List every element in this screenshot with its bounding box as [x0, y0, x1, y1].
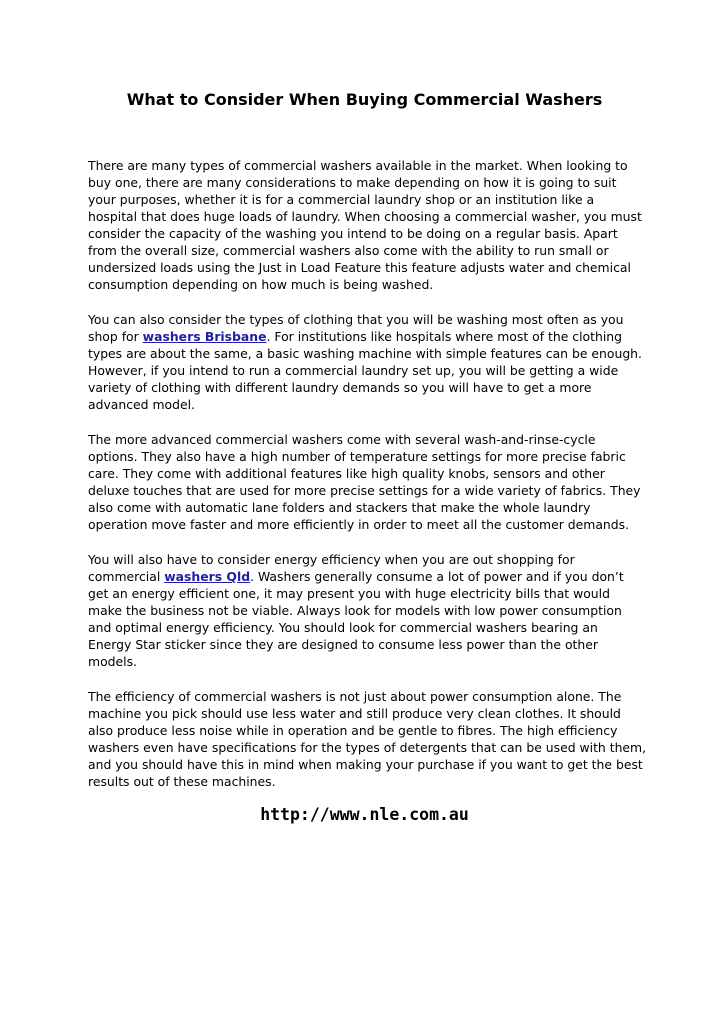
text-line: buy one, there are many considerations to make depending on how it is going to suit — [88, 175, 617, 190]
text-line: machine you pick should use less water and still produce very clean clothes. It should — [88, 706, 621, 721]
text-line: deluxe touches that are used for more precise settings for a wide variety of fabrics. They — [88, 483, 641, 498]
text-line: There are many types of commercial washers available in the market. When looking to — [88, 158, 628, 173]
text-line: washers even have specifications for the types of detergents that can be used with them, — [88, 740, 647, 755]
text-line: variety of clothing with different laundry demands so you will have to get a more — [88, 380, 592, 395]
text-line: care. They come with additional features like high quality knobs, sensors and other — [88, 466, 605, 481]
text-line: The more advanced commercial washers come with several wash-and-rinse-cycle — [88, 432, 596, 447]
text-line: options. They also have a high number of temperature settings for more precise fabric — [88, 449, 626, 464]
text-fragment: . For institutions like hospitals where most of the clothing — [266, 329, 623, 344]
washers-brisbane-link[interactable]: washers Brisbane — [142, 329, 267, 344]
paragraph-2 — [88, 311, 648, 413]
text-line: your purposes, whether it is for a commercial laundry shop or an institution like a — [88, 192, 595, 207]
text-line: also come with automatic lane folders and stackers that make the whole laundry — [88, 500, 591, 515]
text-line: consider the capacity of the washing you intend to be doing on a regular basis. Apart — [88, 226, 618, 241]
text-line: consumption depending on how much is being washed. — [88, 277, 434, 292]
washers-qld-link[interactable]: washers Qld — [164, 569, 251, 584]
text-line: You can also consider the types of clothing that you will be washing most often as you — [88, 312, 624, 327]
text-line: However, if you intend to run a commercial laundry set up, you will be getting a wide — [88, 363, 619, 378]
text-line: and optimal energy efficiency. You should look for commercial washers bearing an — [88, 620, 598, 635]
footer-url: http://www.nle.com.au — [260, 805, 469, 824]
text-fragment: commercial — [88, 569, 165, 584]
text-line: undersized loads using the Just in Load Feature this feature adjusts water and chemical — [88, 260, 631, 275]
text-line: The efficiency of commercial washers is not just about power consumption alone. The — [88, 689, 622, 704]
paragraph-1 — [88, 157, 648, 293]
text-line: get an energy efficient one, it may present you with huge electricity bills that would — [88, 586, 610, 601]
text-line: and you should have this in mind when making your purchase if you want to get the best — [88, 757, 643, 772]
text-line: advanced model. — [88, 397, 195, 412]
document-title: What to Consider When Buying Commercial Washers — [126, 90, 603, 109]
text-fragment: . Washers generally consume a lot of power and if you don’t — [250, 569, 624, 584]
text-line: hospital that does huge loads of laundry. When choosing a commercial washer, you must — [88, 209, 642, 224]
text-line: operation move faster and more efficiently in order to meet all the customer demands. — [88, 517, 630, 532]
paragraph-3 — [88, 431, 648, 533]
text-line: results out of these machines. — [88, 774, 276, 789]
text-line: make the business not be viable. Always look for models with low power consumption — [88, 603, 622, 618]
text-fragment: shop for — [88, 329, 143, 344]
paragraph-4 — [88, 551, 648, 670]
document-body — [88, 157, 648, 808]
text-line: types are about the same, a basic washing machine with simple features can be enough. — [88, 346, 642, 361]
text-line: You will also have to consider energy efficiency when you are out shopping for — [88, 552, 575, 567]
paragraph-5 — [88, 688, 648, 790]
text-line — [88, 328, 648, 345]
text-line: models. — [88, 654, 137, 669]
text-line: from the overall size, commercial washers also come with the ability to run small or — [88, 243, 609, 258]
text-line — [88, 568, 648, 585]
text-line: Energy Star sticker since they are designed to consume less power than the other — [88, 637, 598, 652]
text-line: also produce less noise while in operation and be gentle to fibres. The high efficiency — [88, 723, 618, 738]
